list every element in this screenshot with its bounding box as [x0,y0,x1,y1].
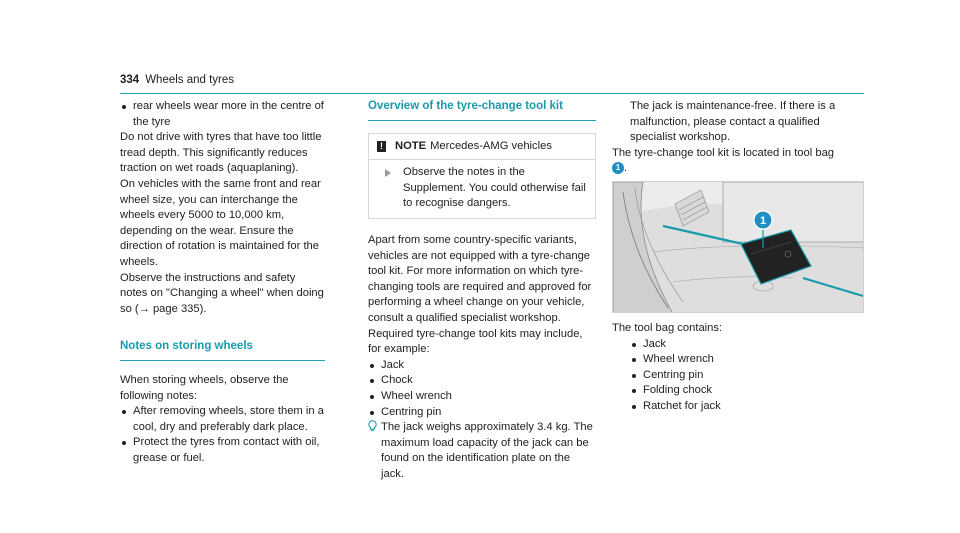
tool-bag-image [612,181,864,313]
column-middle [368,99,596,482]
paragraph: Apart from some country-specific variants, vehicles are not equipped with a tyre-change tool kit. For more information on which tyre-changing tools are required and approved for performing a wheel change on your vehicle, consult a qualified specialist workshop. [368,233,592,324]
paragraph: Required tyre-change tool kits may include, for example: [368,327,583,356]
note-text: Observe the notes in the Supplement. You could otherwise fail to recognise dangers. [403,166,586,210]
list-item: Chock [368,373,596,389]
note-body [369,160,595,218]
tip-continuation: The jack is maintenance-free. If there is a malfunction, please contact a qualified specialist workshop. [630,100,836,144]
list-item: Jack [630,337,864,353]
image-callout-marker: 1 [759,214,767,227]
chapter-title: Wheels and tyres [145,74,235,86]
tool-bag-contents [612,321,864,415]
list-item: rear wheels wear more in the centre of the tyre [120,99,325,130]
note-box [368,133,596,219]
list-item: Centring pin [630,368,864,384]
section-title-storing-wheels: Notes on storing wheels [120,339,325,361]
paragraph [612,146,864,177]
note-label: NOTE [395,139,427,152]
paragraph: The tool bag contains: [612,321,723,334]
tip [368,420,596,482]
callout-marker: 1 [612,162,624,174]
page-number: 334 [120,74,140,86]
column-left [120,99,325,466]
lightbulb-icon [368,420,381,482]
paragraph: Do not drive with tyres that have too little tread depth. This significantly reduces traction on wet roads (aquaplaning). [120,131,322,175]
paragraph-end: . [624,162,628,175]
paragraph: On vehicles with the same front and rear wheel size, you can interchange the wheels every 5000 to 10,000 km, depending on the wear. Ensure the direction of rotation is maintained for the wheels. [120,177,321,268]
section-title-tool-kit: Overview of the tyre-change tool kit [368,99,596,121]
paragraph: When storing wheels, observe the following notes: [120,373,289,402]
list-item: Protect the tyres from contact with oil, grease or fuel. [120,435,325,466]
list-item: Wheel wrench [630,352,864,368]
list-item: Jack [368,358,596,374]
paragraph: Observe the instructions and safety notes on "Changing a wheel" when doing so (→ page 335). [120,271,324,315]
column-right [612,99,864,415]
note-header [369,134,595,161]
list-item: Folding chock [630,383,864,399]
list-item: Centring pin [368,405,596,421]
list-item: Wheel wrench [368,389,596,405]
tip-text: The jack weighs approximately 3.4 kg. The maximum load capacity of the jack can be found on the identification plate on the jack. [381,421,593,480]
warning-icon: ! [377,141,386,152]
page-header [120,73,864,94]
note-title: Mercedes-AMG vehicles [430,139,552,152]
arrow-right-icon [385,169,391,177]
paragraph-text: The tyre-change tool kit is located in tool bag [612,146,835,159]
list-item: Ratchet for jack [630,399,864,415]
list-item: After removing wheels, store them in a cool, dry and preferably dark place. [120,404,325,435]
